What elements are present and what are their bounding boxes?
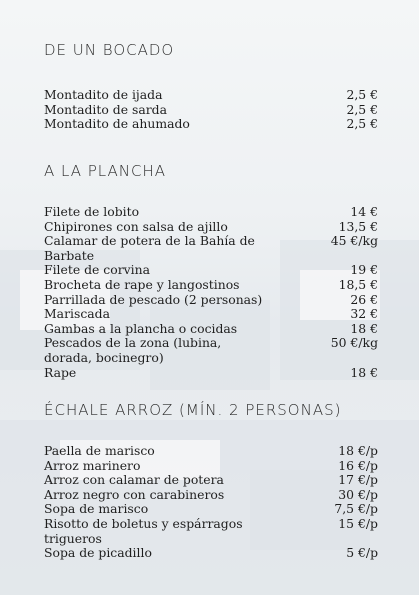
- menu-list-echale-arroz: [44, 444, 378, 561]
- menu-item: Filete de lobito 14 €: [44, 204, 378, 219]
- menu-item: Sopa de picadillo 5 €/p: [44, 545, 378, 561]
- menu-item: Brocheta de rape y langostinos 18,5 €: [44, 276, 378, 292]
- section-title-a-la-plancha: A LA PLANCHA: [44, 162, 167, 180]
- menu-item: Parrillada de pescado (2 personas) 26 €: [44, 291, 378, 307]
- menu-item: Paella de marisco 18 €/p: [44, 443, 378, 458]
- menu-item: Sopa de marisco 7,5 €/p: [44, 501, 378, 517]
- menu-item: Montadito de sarda 2,5 €: [44, 101, 378, 117]
- menu-item: Risotto de boletus y espárragos trigueros 15 €/p: [44, 515, 378, 546]
- menu-item: Arroz con calamar de potera 17 €/p: [44, 472, 378, 488]
- menu-item: Arroz marinero 16 €/p: [44, 457, 378, 473]
- menu-list-a-la-plancha: [44, 205, 378, 380]
- menu-item: Calamar de potera de la Bahía de Barbate 45 €/kg: [44, 233, 378, 263]
- menu-item: Chipirones con salsa de ajillo 13,5 €: [44, 218, 378, 234]
- menu-item: Montadito de ahumado 2,5 €: [44, 116, 378, 132]
- section-title-echale-arroz: ÉCHALE ARROZ (MÍN. 2 PERSONAS): [44, 401, 342, 419]
- menu-item: Gambas a la plancha o cocidas 18 €: [44, 320, 378, 336]
- menu-item: Arroz negro con carabineros 30 €/p: [44, 486, 378, 502]
- menu-item: Montadito de ijada 2,5 €: [44, 87, 378, 102]
- menu-item: Mariscada 32 €: [44, 306, 378, 322]
- section-title-de-un-bocado: DE UN BOCADO: [44, 41, 175, 59]
- menu-list-de-un-bocado: [44, 88, 378, 132]
- menu-item: Rape 18 €: [44, 364, 378, 380]
- menu-item: Pescados de la zona (lubina, dorada, bocinegro) 50 €/kg: [44, 335, 378, 365]
- menu-item: Filete de corvina 19 €: [44, 262, 378, 278]
